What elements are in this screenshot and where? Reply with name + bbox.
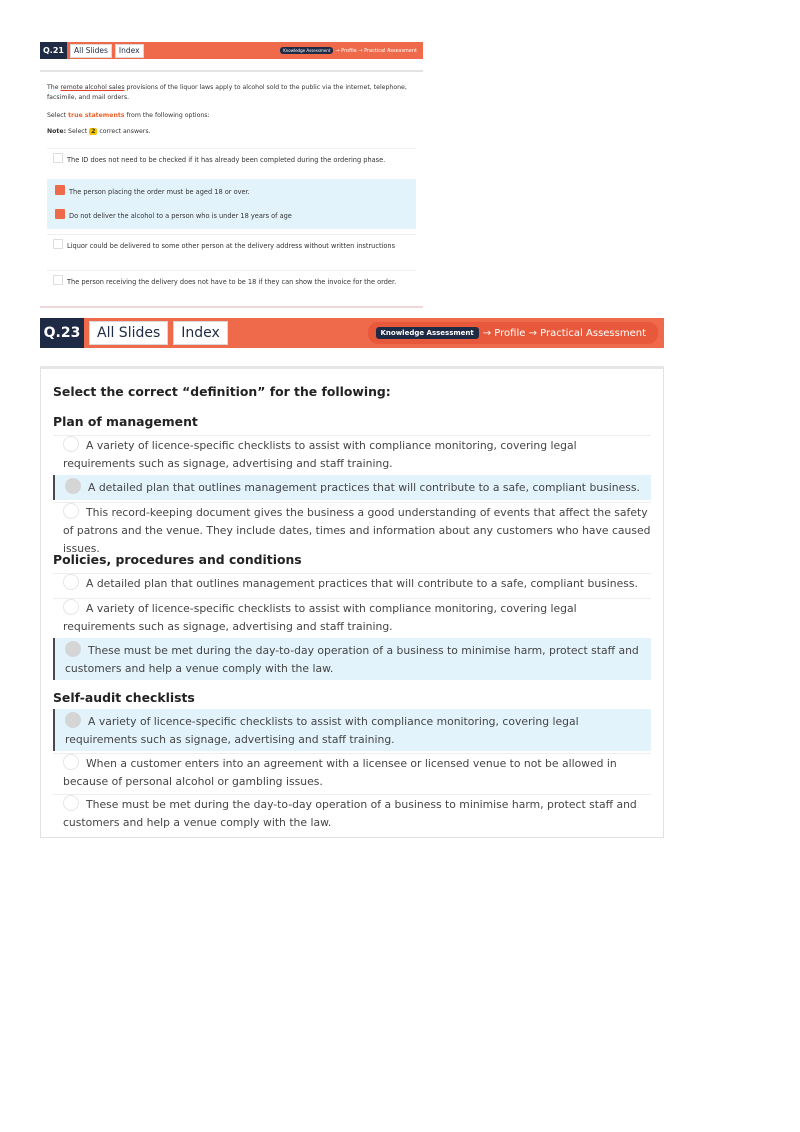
q21-all-slides-button[interactable]: All Slides	[70, 44, 112, 58]
q23-all-slides-button[interactable]: All Slides	[89, 321, 168, 345]
q23-section-2-heading: Policies, procedures and conditions	[53, 552, 302, 567]
q21-note	[47, 127, 407, 137]
radio-icon[interactable]	[63, 436, 79, 452]
q23-s1-option-3[interactable]	[53, 502, 651, 558]
q23-s3-option-3-label: These must be met during the day-to-day operation of a business to minimise harm, protect staff and customers and help a venue comply with the law.	[63, 798, 637, 829]
q21-option-3[interactable]	[55, 209, 292, 222]
q21-option-2[interactable]	[55, 185, 250, 198]
q23-s1-option-3-label: This record-keeping document gives the business a good understanding of events that affect the safety of patrons and the venue. They include dates, times and information about any customers who have caused issues.	[63, 506, 651, 555]
q23-question-panel	[40, 366, 664, 838]
q23-s3-option-1-label: A variety of licence-specific checklists to assist with compliance monitoring, covering legal requirements such as signage, advertising and staff training.	[65, 715, 579, 746]
radio-selected-icon[interactable]	[65, 712, 81, 728]
q23-s3-option-3[interactable]	[53, 794, 651, 832]
q23-s2-option-2-label: A variety of licence-specific checklists to assist with compliance monitoring, covering legal requirements such as signage, advertising and staff training.	[63, 602, 577, 633]
q21-option-5-label: The person receiving the delivery does not have to be 18 if they can show the invoice for the order.	[67, 278, 397, 286]
q23-s3-option-1[interactable]	[53, 709, 651, 751]
checkbox-icon[interactable]	[53, 153, 63, 163]
q21-select-highlight: true statements	[68, 112, 125, 119]
q23-breadcrumb	[368, 322, 659, 344]
q23-section-3-heading: Self-audit checklists	[53, 690, 195, 705]
q23-s2-option-3-label: These must be met during the day-to-day operation of a business to minimise harm, protect staff and customers and help a venue comply with the law.	[65, 644, 639, 675]
checkbox-icon[interactable]	[53, 239, 63, 249]
q21-intro-pre: The	[47, 84, 61, 91]
q23-crumb-knowledge-assessment[interactable]: Knowledge Assessment	[376, 327, 479, 339]
q21-note-post: correct answers.	[97, 128, 151, 135]
q21-header-bar	[40, 42, 423, 59]
q21-intro-post: provisions of the liquor laws apply to alcohol sold to the public via the internet, telephone, facsimile, and mail orders.	[47, 84, 407, 101]
radio-icon[interactable]	[63, 599, 79, 615]
q21-index-button[interactable]: Index	[115, 44, 144, 58]
q23-index-button[interactable]: Index	[173, 321, 228, 345]
q21-select-instruction	[47, 111, 407, 121]
radio-selected-icon[interactable]	[65, 641, 81, 657]
q21-question-panel	[40, 70, 423, 308]
radio-icon[interactable]	[63, 795, 79, 811]
q21-select-pre: Select	[47, 112, 69, 119]
q21-screenshot	[40, 42, 423, 306]
q21-option-2-label: The person placing the order must be aged 18 or over.	[69, 188, 250, 196]
checkbox-icon[interactable]	[53, 275, 63, 285]
radio-icon[interactable]	[63, 574, 79, 590]
q21-option-4-label: Liquor could be delivered to some other person at the delivery address without written instructions	[67, 242, 396, 250]
q21-breadcrumb	[280, 47, 423, 54]
q23-s1-option-2[interactable]	[53, 475, 651, 500]
q21-intro-link[interactable]: remote alcohol sales	[60, 84, 125, 91]
radio-selected-icon[interactable]	[65, 478, 81, 494]
q21-option-1[interactable]	[47, 148, 416, 170]
q23-s2-option-3[interactable]	[53, 638, 651, 680]
radio-icon[interactable]	[63, 754, 79, 770]
q23-question-number: Q.23	[40, 318, 84, 348]
q21-note-label: Note:	[47, 128, 67, 135]
q23-s1-option-1-label: A variety of licence-specific checklists to assist with compliance monitoring, covering legal requirements such as signage, advertising and staff training.	[63, 439, 577, 470]
q23-s2-option-1-label: A detailed plan that outlines management practices that will contribute to a safe, compliant business.	[86, 577, 638, 590]
q21-option-1-label: The ID does not need to be checked if it has already been completed during the ordering phase.	[67, 156, 386, 164]
q21-selected-group	[47, 179, 416, 229]
q23-s2-option-2[interactable]	[53, 598, 651, 636]
q21-question-number: Q.21	[40, 42, 67, 59]
q21-option-4[interactable]	[47, 234, 416, 256]
q21-option-3-label: Do not deliver the alcohol to a person who is under 18 years of age	[69, 212, 292, 220]
q21-crumb-knowledge-assessment[interactable]: Knowledge Assessment	[280, 47, 333, 54]
q21-crumb-rest: → Profile → Practical Assessment	[335, 47, 417, 54]
checkbox-checked-icon[interactable]	[55, 209, 65, 219]
q23-s1-option-1[interactable]	[53, 435, 651, 473]
q23-s3-option-2[interactable]	[53, 753, 651, 791]
q23-s1-option-2-label: A detailed plan that outlines management practices that will contribute to a safe, compliant business.	[88, 481, 640, 494]
q23-section-1-heading: Plan of management	[53, 414, 198, 429]
checkbox-checked-icon[interactable]	[55, 185, 65, 195]
q23-s2-option-1[interactable]	[53, 573, 651, 593]
q23-s3-option-2-label: When a customer enters into an agreement with a licensee or licensed venue to not be allowed in because of personal alcohol or gambling issues.	[63, 757, 617, 788]
q21-note-count-badge: 2	[91, 128, 96, 135]
q23-question-title: Select the correct “definition” for the following:	[53, 384, 391, 399]
q21-option-5[interactable]	[47, 270, 416, 292]
q23-crumb-rest: → Profile → Practical Assessment	[482, 327, 646, 339]
q21-intro-text	[47, 83, 407, 103]
radio-icon[interactable]	[63, 503, 79, 519]
q23-header-bar	[40, 318, 664, 348]
q23-screenshot	[40, 318, 664, 836]
q21-select-post: from the following options:	[124, 112, 210, 119]
q21-note-pre: Select	[66, 128, 90, 135]
